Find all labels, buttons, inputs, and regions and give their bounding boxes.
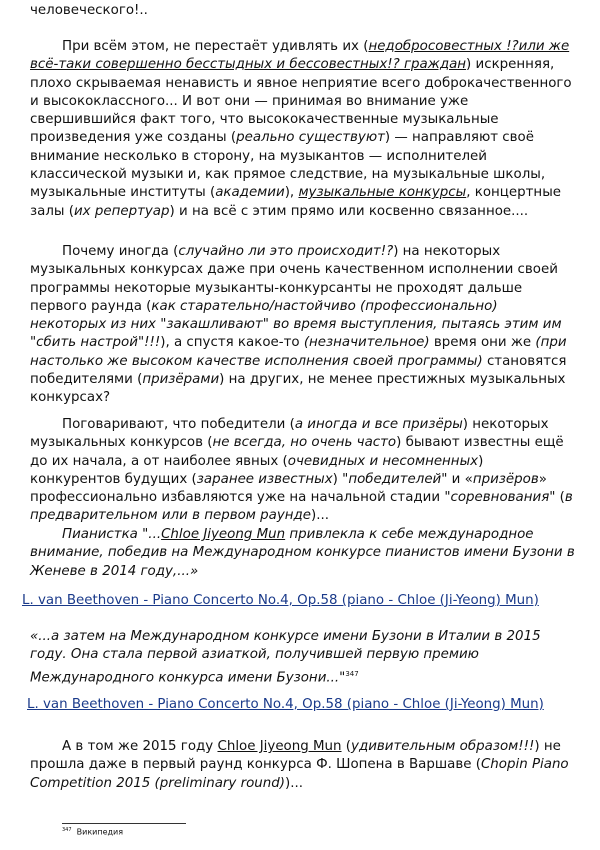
p4-pianist-name: Chloe Jiyeong Mun	[161, 527, 286, 542]
footnote: $^{347}$ Википедия	[62, 827, 124, 837]
paragraph-4: Пианистка "...Chloe Jiyeong Mun привлекла к себе международное внимание, победив на Международном конкурсе пианистов имени Бузони в Женеве в 2014 году,...»	[30, 527, 575, 579]
paragraph-top: человеческого!..	[30, 3, 148, 18]
quote-busoni-2015: «...а затем на Международном конкурсе имени Бузони в Италии в 2015 году. Она стала первой азиаткой, получившей первую премию Международного конкурса имени Бузони..."$^{347}$	[30, 629, 541, 686]
paragraph-5: А в том же 2015 году Chloe Jiyeong Mun (удивительным образом!!!) не прошла даже в первый раунд конкурса Ф. Шопена в Варшаве (Chopin Piano Competition 2015 (preliminary round))...	[30, 739, 569, 791]
paragraph-1: При всём этом, не перестаёт удивлять их (недобросовестных !?или же всё-таки совершенно бесстыдных и бессовестных!? граждан) искренняя, плохо скрываемая ненависть и явное неприятие всего доброкачественного и высококлассного... И вот они — принимая во внимание уже свершившийся факт того, что высококачественные музыкальные произведения уже созданы (реально существуют) — направляют своё внимание несколько в сторону, на музыкантов — исполнителей классической музыки и, как прямое следствие, на музыкальные школы, музыкальные институты (академии), музыкальные конкурсы, концертные залы (их репертуар) и на всё с этим прямо или косвенно связанное....	[30, 39, 572, 219]
p1-music-contests: музыкальные конкурсы	[298, 185, 467, 201]
p5-pianist-name: Chloe Jiyeong Mun	[217, 739, 342, 754]
footnote-divider	[62, 823, 186, 824]
beethoven-concerto-link-1[interactable]: L. van Beethoven - Piano Concerto No.4, Op.58 (piano - Chloe (Ji-Yeong) Mun)	[22, 593, 539, 608]
beethoven-concerto-link-2[interactable]: L. van Beethoven - Piano Concerto No.4, Op.58 (piano - Chloe (Ji-Yeong) Mun)	[27, 697, 544, 712]
p1-underlined-phrase: недобросовестных !?или же всё-таки совершенно бесстыдных и бессовестных!? граждан	[30, 39, 570, 73]
paragraph-2: Почему иногда (случайно ли это происходит!?) на некоторых музыкальных конкурсах даже при очень качественном исполнении своей программы некоторые музыканты-конкурсанты не проходят дальше первого раунда (как старательно/настойчиво (профессионально) некоторых из них "закашливают" во время выступления, пытаясь этим им "сбить настрой"!!!), а спустя какое-то (незначительное) время они же (при настолько же высоком качестве исполнения своей программы) становятся победителями (призёрами) на других, не менее престижных музыкальных конкурсах?	[30, 244, 567, 406]
paragraph-3: Поговаривают, что победители (а иногда и все призёры) некоторых музыкальных конкурсов (не всегда, но очень часто) бывают известны ещё до их начала, а от наиболее явных (очевидных и несомненных) конкурентов будущих (заранее известных) "победителей" и «призёров» профессионально избавляются уже на начальной стадии "соревнования" (в предварительном или в первом раунде)...	[30, 417, 573, 524]
